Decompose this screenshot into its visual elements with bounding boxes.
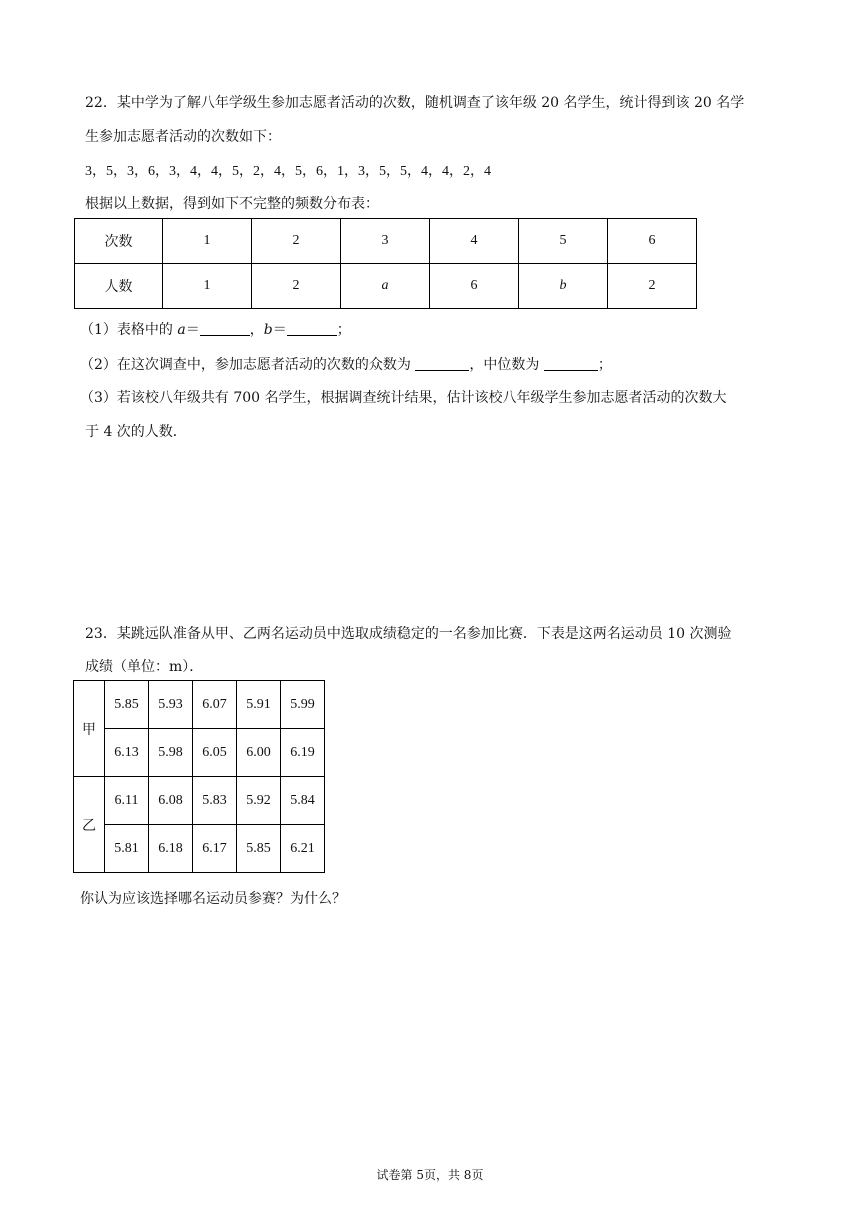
table-cell: 1 — [163, 219, 252, 264]
table-cell-a: a — [341, 264, 430, 309]
q22-sub3-line1: （3）若该校八年级共有 700 名学生，根据调查统计结果，估计该校八年级学生参加志愿者活动的次数大 — [80, 390, 727, 406]
sub2-prefix: （2）在这次调查中，参加志愿者活动的次数的众数为 — [80, 357, 416, 373]
athlete-yi-label: 乙 — [74, 777, 105, 873]
table-cell: 2 — [252, 219, 341, 264]
q23-line1: 23．某跳远队准备从甲、乙两名运动员中选取成绩稳定的一名参加比赛．下表是这两名运动员 10 次测验 — [85, 626, 732, 642]
table-cell: 6.07 — [193, 681, 237, 729]
answer-blank-median[interactable] — [544, 356, 598, 371]
q22-line1: 22．某中学为了解八年学级生参加志愿者活动的次数，随机调查了该年级 20 名学生，统计得到该 20 名学 — [85, 95, 745, 111]
q22-table-intro: 根据以上数据，得到如下不完整的频数分布表： — [85, 196, 379, 212]
separator: ， — [249, 322, 264, 338]
table-cell: 6.21 — [281, 825, 325, 873]
table-cell: 5.99 — [281, 681, 325, 729]
q22-data-line: 3，5，3，6，3，4，4，5，2，4，5，6，1，3，5，5，4，4，2，4 — [85, 164, 491, 179]
table-cell: 6.05 — [193, 729, 237, 777]
table-row — [75, 264, 697, 309]
table-cell: 5.91 — [237, 681, 281, 729]
table-row — [74, 729, 325, 777]
table-cell: 2 — [608, 264, 697, 309]
athlete-jia-label: 甲 — [74, 681, 105, 777]
table-cell: 6.17 — [193, 825, 237, 873]
table-cell: 6.08 — [149, 777, 193, 825]
table-row — [74, 825, 325, 873]
table-row — [74, 777, 325, 825]
table-cell: 5 — [519, 219, 608, 264]
table-cell: 6.19 — [281, 729, 325, 777]
table-cell-b: b — [519, 264, 608, 309]
frequency-table — [74, 218, 697, 309]
sub1-prefix: （1）表格中的 — [80, 322, 178, 338]
table-cell: 3 — [341, 219, 430, 264]
table-cell: 2 — [252, 264, 341, 309]
q22-sub1 — [80, 319, 351, 339]
table-cell: 5.98 — [149, 729, 193, 777]
sub2-middle: ，中位数为 — [469, 357, 544, 373]
table-cell: 5.81 — [105, 825, 149, 873]
q23-line2: 成绩（单位：m）． — [85, 659, 204, 675]
table-cell: 1 — [163, 264, 252, 309]
table-cell: 5.85 — [237, 825, 281, 873]
table-cell: 5.84 — [281, 777, 325, 825]
row-header-count: 次数 — [75, 219, 163, 264]
table-cell: 6.11 — [105, 777, 149, 825]
semicolon: ； — [336, 322, 351, 338]
table-cell: 5.85 — [105, 681, 149, 729]
table-cell: 6 — [430, 264, 519, 309]
answer-blank-a[interactable] — [200, 321, 250, 336]
table-cell: 6.18 — [149, 825, 193, 873]
table-cell: 5.93 — [149, 681, 193, 729]
answer-blank-b[interactable] — [287, 321, 337, 336]
table-cell: 6.00 — [237, 729, 281, 777]
table-cell: 5.83 — [193, 777, 237, 825]
q22-sub3-line2: 于 4 次的人数． — [85, 424, 187, 440]
var-a: a — [177, 322, 186, 338]
table-row — [75, 219, 697, 264]
jump-results-table — [73, 680, 325, 873]
q23-question: 你认为应该选择哪名运动员参赛？为什么？ — [80, 891, 346, 907]
answer-blank-mode[interactable] — [415, 356, 469, 371]
equals-sign: ＝ — [185, 322, 200, 338]
q22-sub2 — [80, 354, 612, 374]
table-cell: 4 — [430, 219, 519, 264]
q22-line2: 生参加志愿者活动的次数如下： — [85, 129, 281, 145]
table-row — [74, 681, 325, 729]
table-cell: 5.92 — [237, 777, 281, 825]
equals-sign: ＝ — [272, 322, 287, 338]
table-cell: 6.13 — [105, 729, 149, 777]
page-footer: 试卷第 5页，共 8页 — [376, 1168, 484, 1182]
var-b: b — [263, 322, 273, 338]
semicolon: ； — [597, 357, 612, 373]
table-cell: 6 — [608, 219, 697, 264]
row-header-people: 人数 — [75, 264, 163, 309]
